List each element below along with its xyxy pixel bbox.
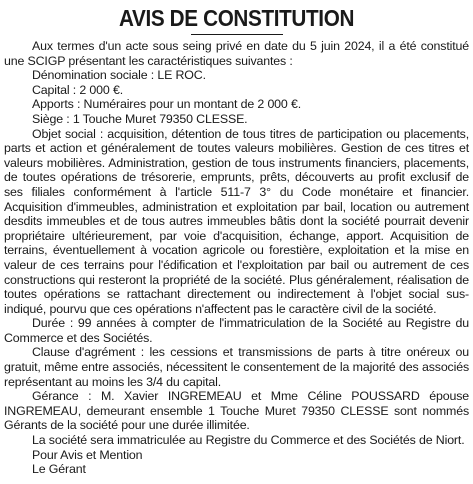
notice-body: [4, 39, 469, 477]
registration-line: La société sera immatriculée au Registre du Commerce et des Sociétés de Niort.: [32, 433, 465, 448]
title-underline: [191, 34, 283, 35]
duration-paragraph: Durée : 99 années à compter de l'immatriculation de la Société au Registre du Commerce et des Sociétés.: [4, 316, 469, 345]
capital-line: Capital : 2 000 €.: [32, 82, 123, 97]
corporate-purpose-paragraph: Objet social : acquisition, détention de tous titres de participation ou placements, parts et action et généralement de toutes valeurs mobilières. Gestion de ces titres et valeurs mobilières. Administration, gestion de tous instruments financiers, placements, de toutes opérations de trésorerie, emprunts, prêts, découverts au profit exclusif de ses filiales conformément à l'article 511-7 3° du Code monétaire et financier. Acquisition d'immeubles, administration et exploitation par bail, location ou autrement desdits immeubles et de tous autres immeubles bâtis dont la société pourrait devenir propriétaire ultérieurement, par voie d'acquisition, échange, apport. Acquisition de terrains, éventuellement à vocation agricole ou forestière, exploitation et la mise en valeur de ces terrains pour l'édification et l'exploitation par bail ou autrement de ces constructions qui resteront la propriété de la société. Plus généralement, réalisation de toutes opérations se rattachant directement ou indirectement à l'objet social sus-indiqué, pourvu que ces opérations n'affectent pas le caractère civil de la société.: [4, 126, 469, 316]
approval-clause-paragraph: Clause d'agrément : les cessions et transmissions de parts à titre onéreux ou gratuit, même entre associés, nécessitent le consentement de la majorité des associés représentant au moins les 3/4 du capital.: [4, 345, 469, 389]
intro-paragraph: Aux termes d'un acte sous seing privé en date du 5 juin 2024, il a été constitué une SCIGP présentant les caractéristiques suivantes :: [4, 39, 469, 68]
notice-title: AVIS DE CONSTITUTION: [118, 5, 355, 31]
management-paragraph: Gérance : M. Xavier INGREMEAU et Mme Céline POUSSARD épouse INGREMEAU, demeurant ensemble 1 Touche Muret 79350 CLESSE sont nommés Gérants de la société pour une durée illimitée.: [4, 389, 469, 433]
company-name-line: Dénomination sociale : LE ROC.: [32, 68, 206, 83]
signatory-line: Le Gérant: [32, 462, 86, 477]
legal-notice: [4, 4, 469, 477]
registered-office-line: Siège : 1 Touche Muret 79350 CLESSE.: [32, 111, 248, 126]
closing-mention-line: Pour Avis et Mention: [32, 447, 143, 462]
contributions-line: Apports : Numéraires pour un montant de 2 000 €.: [32, 97, 301, 112]
